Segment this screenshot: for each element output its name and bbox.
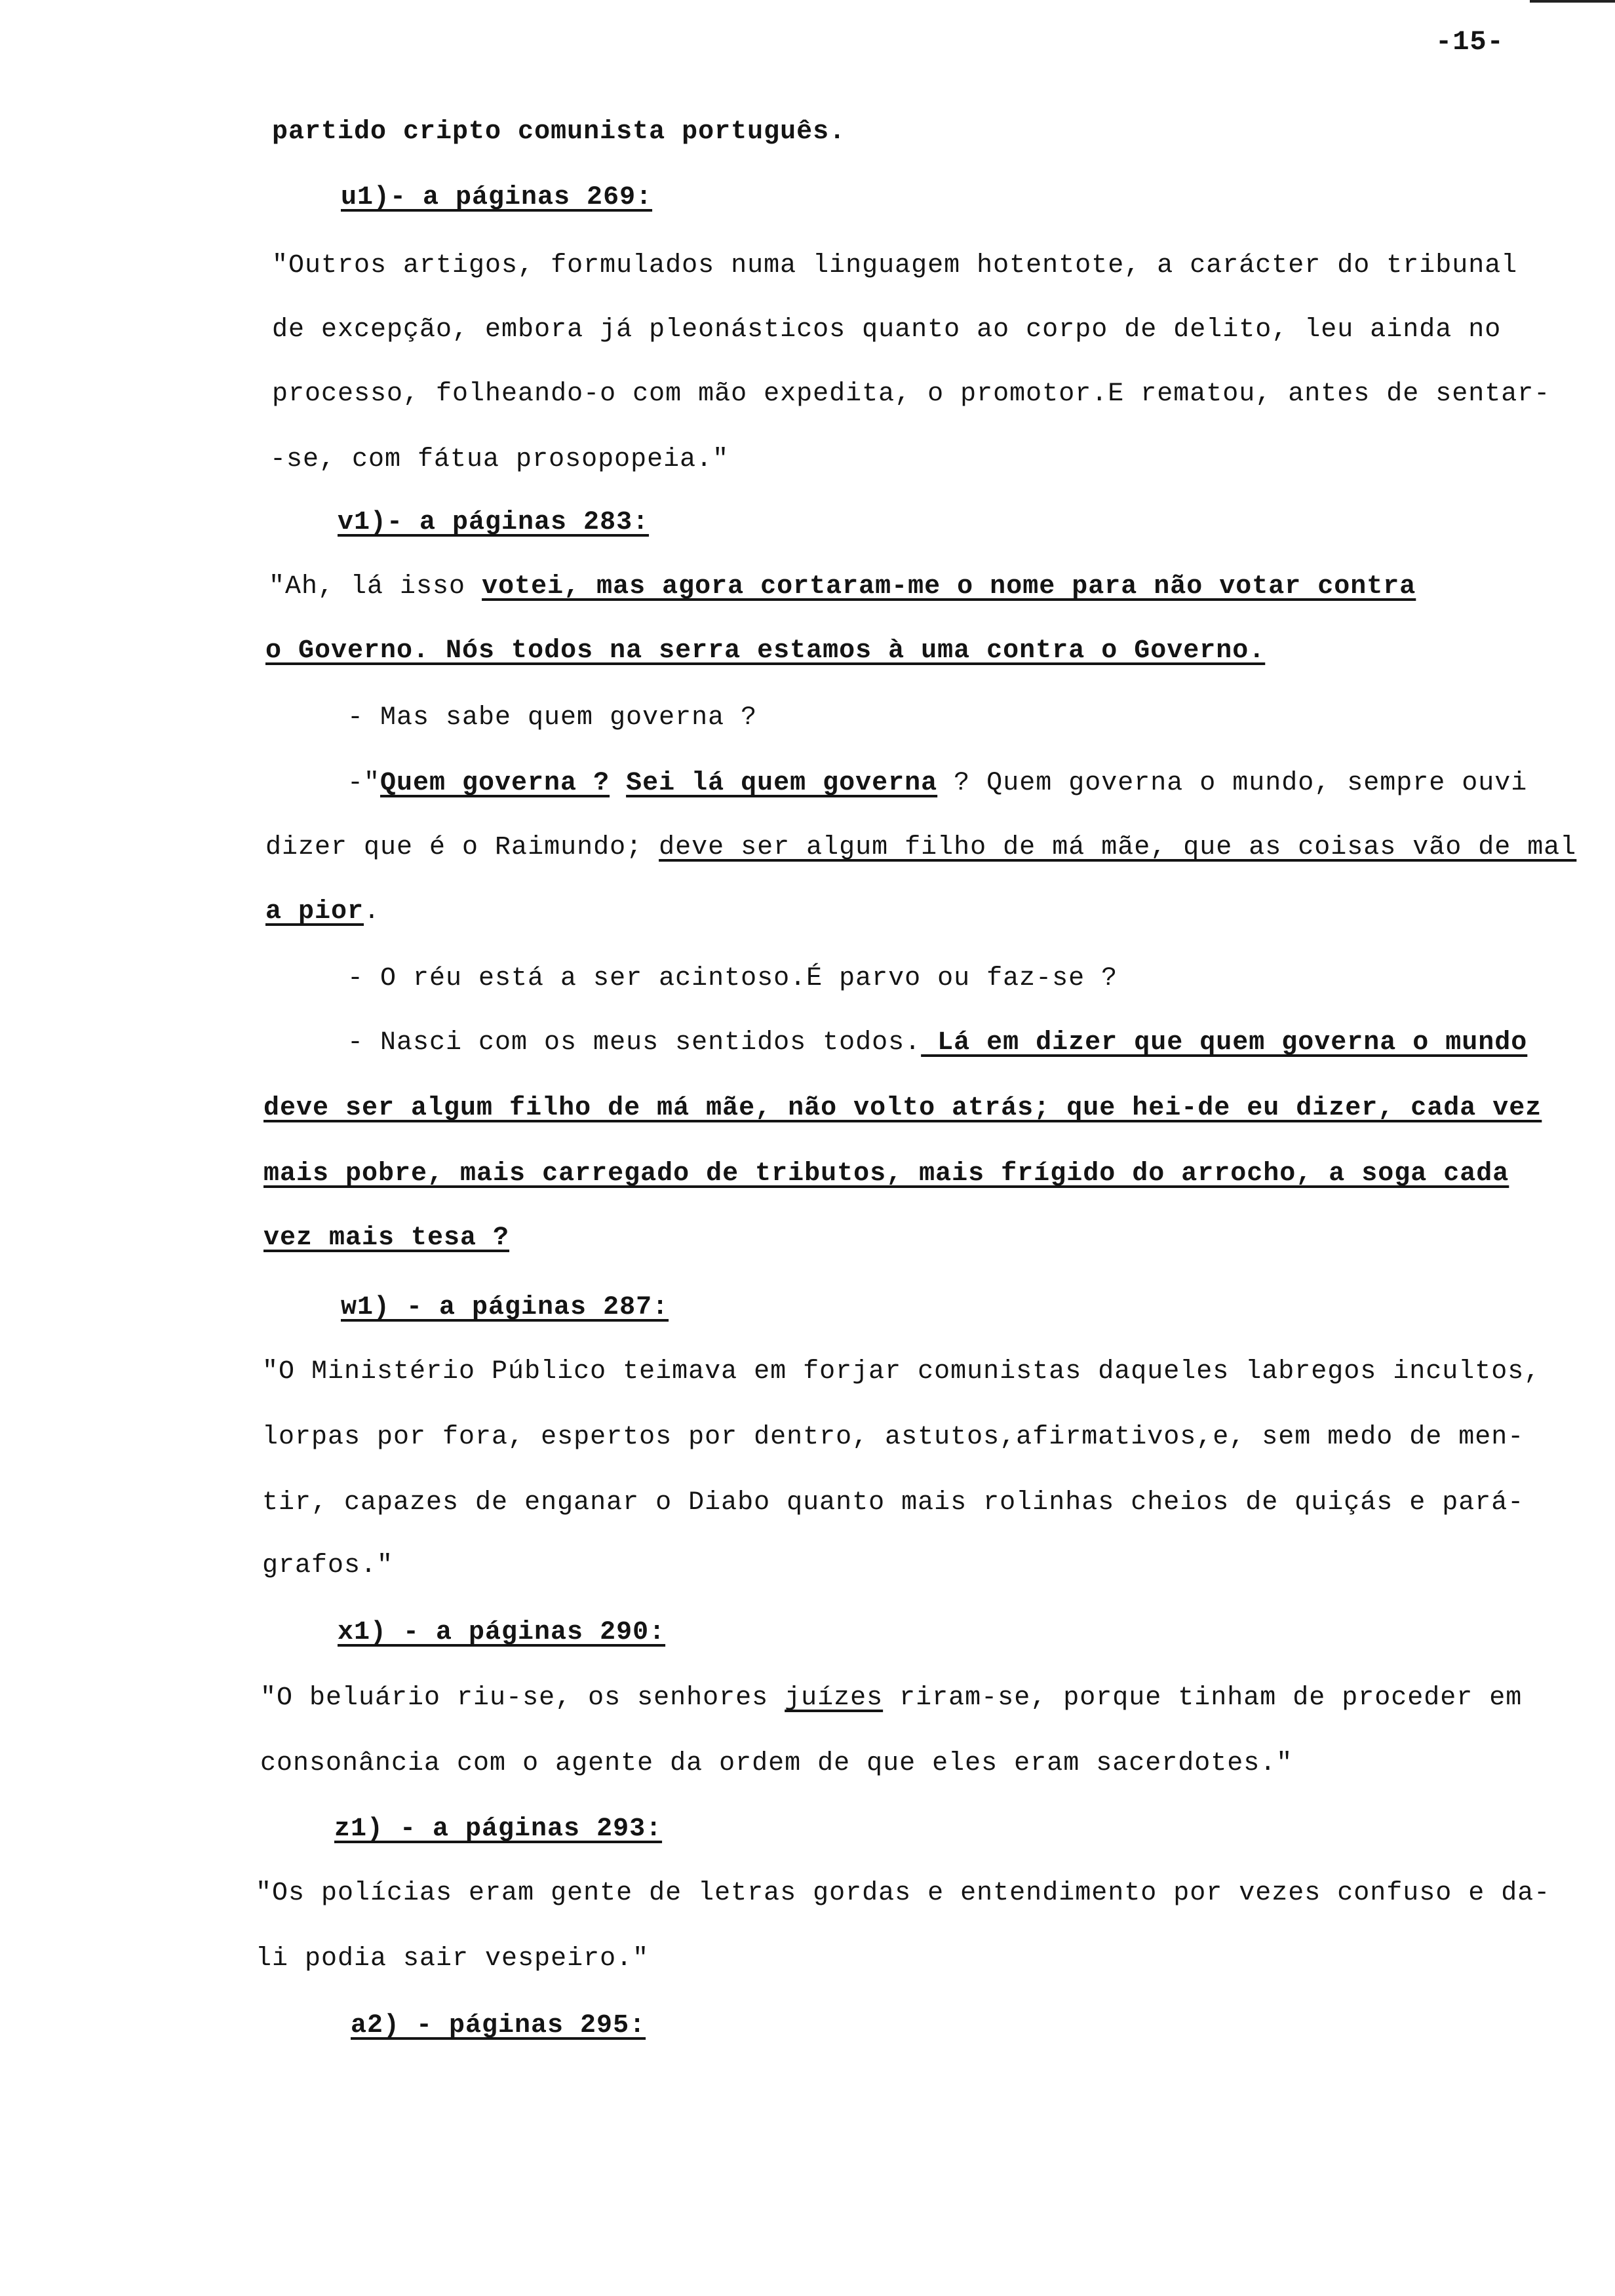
text-line: li podia sair vespeiro." [256,1944,650,1974]
section-heading-a2: a2) - páginas 295: [351,2011,646,2040]
text-span: "O beluário riu-se, os senhores [260,1683,785,1713]
text-line: "Outros artigos, formulados numa linguagem hotentote, a carácter do tribunal [272,251,1518,280]
page-number: -15- [1435,26,1504,58]
text-line [260,1681,1522,1715]
text-span: "Ah, lá isso [269,572,482,602]
text-line: "O Ministério Público teimava em forjar comunistas daqueles labregos incultos, [262,1357,1541,1387]
text-line: lorpas por fora, espertos por dentro, astutos,afirmativos,e, sem medo de men- [262,1423,1525,1452]
underlined-text-line: o Governo. Nós todos na serra estamos à uma contra o Governo. [265,636,1266,666]
underlined-text: deve ser algum filho de má mãe, que as coisas vão de mal [659,833,1577,862]
text-line: partido cripto comunista português. [272,117,846,147]
text-line: processo, folheando-o com mão expedita, o promotor.E rematou, antes de sentar- [272,379,1551,409]
text-line [269,570,1416,604]
underlined-text: Sei lá quem governa [626,769,938,798]
text-line [265,895,380,929]
underlined-text: Quem governa ? [380,769,610,798]
text-span: . [364,897,381,927]
text-span [610,769,626,798]
underlined-text: Lá em dizer que quem governa o mundo [921,1028,1528,1058]
underlined-text-line: mais pobre, mais carregado de tributos, mais frígido do arrocho, a soga cada [263,1159,1509,1189]
text-line: consonância com o agente da ordem de que eles eram sacerdotes." [260,1749,1293,1778]
text-span: - Nasci com os meus sentidos todos. [347,1028,922,1058]
text-line: -se, com fátua prosopopeia." [270,445,730,474]
section-heading-v1: v1)- a páginas 283: [338,508,650,537]
text-line [347,767,1527,801]
underlined-text-line: deve ser algum filho de má mãe, não volto atrás; que hei-de eu dizer, cada vez [263,1094,1542,1123]
text-span: riram-se, porque tinham de proceder em [883,1683,1523,1713]
underlined-text: a pior [265,897,364,927]
underlined-text: votei, mas agora cortaram-me o nome para não votar contra [482,572,1416,602]
section-heading-u1: u1)- a páginas 269: [341,183,653,212]
page-edge-mark [1530,0,1615,3]
text-line: tir, capazes de enganar o Diabo quanto mais rolinhas cheios de quiçás e pará- [262,1488,1525,1518]
section-heading-w1: w1) - a páginas 287: [341,1293,669,1322]
text-line: - Mas sabe quem governa ? [347,703,758,733]
underlined-text-line: vez mais tesa ? [263,1223,510,1253]
text-line: grafos." [262,1551,394,1580]
text-span: ? Quem governa o mundo, sempre ouvi [937,769,1528,798]
text-line: - O réu está a ser acintoso.É parvo ou faz-se ? [347,964,1118,993]
text-line: de excepção, embora já pleonásticos quanto ao corpo de delito, leu ainda no [272,315,1502,345]
section-heading-x1: x1) - a páginas 290: [338,1618,666,1647]
text-span: dizer que é o Raimundo; [265,833,659,862]
text-line [347,1026,1527,1060]
text-line [265,831,1576,865]
underlined-text: juízes [785,1683,884,1713]
text-span: -" [347,769,381,798]
text-line: "Os polícias eram gente de letras gordas e entendimento por vezes confuso e da- [256,1879,1551,1908]
section-heading-z1: z1) - a páginas 293: [334,1814,663,1844]
